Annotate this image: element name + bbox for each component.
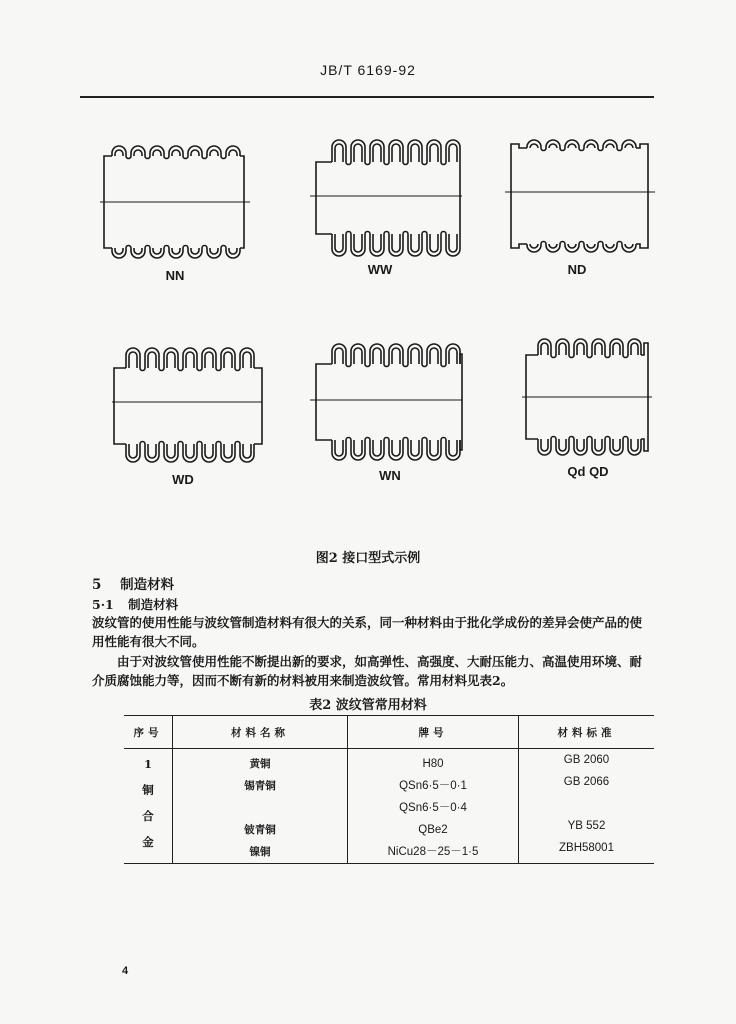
convolution-inner-top [134, 150, 142, 156]
convolution-inner-top [354, 144, 362, 162]
convolution-top [408, 344, 422, 364]
convolution-top [628, 339, 641, 355]
convolution-inner-top [392, 144, 400, 162]
valley-top [403, 364, 408, 367]
standard-line: GB 2060 [563, 754, 610, 766]
valley-top [384, 162, 389, 165]
figure-caption: 图2 接口型式示例 [315, 551, 421, 566]
valley-bottom [346, 438, 351, 440]
convolution-bottom [202, 444, 216, 462]
convolution-bottom [240, 444, 254, 462]
convolution-bottom [150, 248, 164, 258]
header-seq: 序号 [124, 716, 173, 749]
valley-top [579, 148, 584, 151]
valley-bottom [235, 442, 240, 445]
valley-bottom [551, 437, 556, 440]
bellows-figure-wd [112, 340, 262, 470]
convolution-bottom [164, 444, 178, 462]
convolution-top [592, 339, 605, 355]
valley-top [221, 156, 226, 159]
table-row [124, 749, 654, 864]
name-line: 铍青铜 [244, 824, 276, 836]
convolution-bottom [408, 440, 422, 460]
valley-bottom [384, 232, 389, 235]
convolution-inner-bottom [549, 244, 557, 248]
convolution-top [556, 339, 569, 355]
header-name: 材料名称 [173, 716, 348, 749]
valley-top [202, 156, 207, 159]
convolution-bottom [427, 440, 441, 460]
valley-bottom [384, 438, 389, 441]
section-heading [92, 573, 174, 593]
grade-cell [348, 749, 519, 864]
convolution-inner-bottom [354, 234, 362, 252]
valley-bottom [441, 232, 446, 235]
convolution-inner-bottom [205, 444, 213, 458]
convolution-top [112, 146, 126, 156]
convolution-inner-top [373, 348, 381, 364]
figure-label-wd: WD [172, 472, 194, 487]
convolution-inner-bottom [172, 248, 180, 254]
valley-bottom [422, 438, 427, 441]
convolution-inner-bottom [148, 444, 156, 458]
valley-top [541, 148, 546, 150]
convolution-inner-bottom [449, 440, 457, 456]
convolution-bottom [169, 248, 183, 258]
convolution-inner-top [172, 150, 180, 156]
name-line [173, 797, 347, 819]
name-line: 锡青铜 [244, 780, 276, 792]
convolution-inner-top [606, 144, 614, 148]
convolution-inner-top [229, 150, 237, 156]
materials-table [124, 715, 654, 864]
convolution-inner-top [577, 343, 584, 355]
valley-bottom [403, 438, 408, 441]
valley-bottom [164, 246, 169, 249]
convolution-inner-top [559, 343, 566, 355]
valley-top [623, 355, 628, 358]
name-cell [173, 749, 348, 864]
name-line: 黄铜 [249, 758, 271, 770]
convolution-inner-top [186, 352, 194, 368]
grade-line: QSn6·5－0·1 [399, 780, 467, 792]
convolution-inner-bottom [530, 244, 538, 248]
convolution-inner-top [625, 144, 633, 148]
convolution-inner-bottom [186, 444, 194, 458]
convolution-bottom [351, 440, 365, 460]
valley-top [183, 156, 188, 159]
section-number: 5 [92, 577, 102, 593]
convolution-inner-bottom [335, 440, 343, 456]
convolution-inner-bottom [559, 439, 566, 451]
convolution-inner-bottom [631, 439, 638, 451]
convolution-inner-bottom [595, 439, 602, 451]
bellows-wd-drawing [112, 340, 262, 470]
grade-line: NiCu28－25－1·5 [387, 846, 479, 858]
valley-bottom [216, 442, 221, 445]
convolution-bottom [145, 444, 159, 462]
subsection-title: 制造材料 [128, 597, 179, 612]
bellows-nn-drawing [100, 134, 250, 264]
valley-top [403, 162, 408, 165]
convolution-inner-top [373, 144, 381, 162]
convolution-bottom [332, 440, 346, 460]
valley-bottom [422, 232, 427, 235]
convolution-inner-top [243, 352, 251, 368]
convolution-top [240, 348, 254, 368]
end-collar-right [254, 368, 262, 444]
valley-bottom [178, 442, 183, 445]
convolution-top [427, 344, 441, 364]
standard-code-header: JB/T 6169-92 [320, 62, 416, 78]
convolution-inner-bottom [411, 440, 419, 456]
valley-bottom [221, 246, 226, 249]
convolution-bottom [446, 440, 460, 460]
convolution-bottom [610, 439, 623, 455]
convolution-inner-top [411, 348, 419, 364]
convolution-inner-bottom [541, 439, 548, 451]
valley-bottom [617, 242, 622, 245]
seq-line: 铜 [142, 783, 154, 797]
convolution-top [226, 146, 240, 156]
valley-bottom [346, 232, 351, 234]
convolution-inner-bottom [411, 234, 419, 252]
valley-top [365, 364, 370, 367]
convolution-top [131, 146, 145, 156]
subsection-heading [92, 595, 178, 613]
bellows-nd-drawing [505, 134, 655, 264]
convolution-inner-bottom [229, 248, 237, 254]
valley-top [159, 368, 164, 371]
standard-line: GB 2066 [563, 776, 610, 788]
valley-top [598, 148, 603, 151]
convolution-top [202, 348, 216, 368]
convolution-top [370, 344, 384, 364]
valley-top [145, 156, 150, 159]
convolution-top [332, 344, 346, 364]
section-title: 制造材料 [120, 577, 175, 593]
convolution-inner-bottom [373, 440, 381, 456]
convolution-inner-top [613, 343, 620, 355]
convolution-top [221, 348, 235, 368]
convolution-top [574, 339, 587, 355]
valley-top [365, 162, 370, 165]
convolution-bottom [183, 444, 197, 462]
convolution-inner-top [335, 348, 343, 364]
convolution-inner-top [541, 343, 548, 355]
convolution-top [183, 348, 197, 368]
convolution-inner-top [129, 352, 137, 368]
end-collar-left [316, 162, 332, 234]
bellows-qd-drawing [522, 335, 652, 460]
table-header-row [124, 716, 654, 749]
convolution-inner-bottom [430, 234, 438, 252]
convolution-inner-bottom [606, 244, 614, 248]
valley-top [605, 355, 610, 358]
grade-line: H80 [422, 758, 444, 770]
valley-top [560, 148, 565, 151]
header-standard: 材料标准 [519, 716, 655, 749]
bellows-outline [316, 344, 462, 460]
valley-top [164, 156, 169, 159]
convolution-top [169, 146, 183, 156]
valley-top [197, 368, 202, 371]
convolution-top [446, 344, 460, 364]
convolution-inner-bottom [373, 234, 381, 252]
convolution-inner-top [115, 150, 123, 156]
convolution-bottom [131, 248, 145, 258]
valley-bottom [569, 437, 574, 440]
standard-line: ZBH58001 [559, 842, 614, 854]
figure-label-qd: Qd QD [567, 464, 609, 479]
convolution-inner-top [549, 144, 557, 148]
valley-bottom [623, 437, 628, 440]
valley-top [422, 364, 427, 367]
convolution-inner-bottom [613, 439, 620, 451]
valley-bottom [145, 246, 150, 249]
convolution-top [164, 348, 178, 368]
convolution-inner-top [210, 150, 218, 156]
convolution-inner-bottom [335, 234, 343, 252]
convolution-inner-top [148, 352, 156, 368]
valley-bottom [126, 246, 131, 249]
convolution-top [389, 344, 403, 364]
bellows-outline [114, 348, 262, 462]
convolution-inner-bottom [115, 248, 123, 254]
valley-bottom [560, 242, 565, 245]
convolution-inner-top [631, 343, 638, 355]
convolution-inner-top [167, 352, 175, 368]
convolution-inner-top [153, 150, 161, 156]
standard-line [519, 793, 654, 815]
bellows-figure-ww [310, 134, 460, 264]
convolution-inner-bottom [210, 248, 218, 254]
convolution-inner-bottom [449, 234, 457, 252]
valley-top [441, 162, 446, 165]
convolution-bottom [126, 444, 140, 462]
end-collar-left [114, 368, 126, 444]
grade-line: QSn6·5－0·4 [399, 802, 467, 814]
valley-top [126, 156, 131, 159]
valley-top [587, 355, 592, 358]
convolution-bottom [592, 439, 605, 455]
grade-line: QBe2 [418, 824, 448, 836]
convolution-top [351, 344, 365, 364]
valley-bottom [183, 246, 188, 249]
valley-bottom [441, 438, 446, 441]
convolution-inner-top [205, 352, 213, 368]
convolution-inner-top [224, 352, 232, 368]
convolution-bottom [370, 440, 384, 460]
convolution-inner-bottom [392, 440, 400, 456]
valley-bottom [579, 242, 584, 245]
seq-line: 1 [143, 757, 152, 771]
valley-top [617, 148, 622, 151]
valley-top [569, 355, 574, 358]
convolution-inner-bottom [224, 444, 232, 458]
bellows-figure-wn [310, 340, 460, 470]
figure-label-ww: WW [367, 262, 393, 277]
convolution-top [610, 339, 623, 355]
convolution-top [145, 348, 159, 368]
convolution-inner-bottom [243, 444, 251, 458]
bellows-outline [316, 140, 460, 256]
valley-top [216, 368, 221, 371]
seq-line: 合 [142, 809, 154, 823]
convolution-inner-bottom [354, 440, 362, 456]
valley-top [422, 162, 427, 165]
convolution-bottom [574, 439, 587, 455]
end-collar-right [636, 144, 648, 248]
convolution-inner-top [449, 144, 457, 162]
table-title: 表2 波纹管常用材料 [309, 698, 427, 713]
valley-bottom [197, 442, 202, 445]
bellows-outline [511, 140, 648, 252]
convolution-bottom [112, 248, 126, 258]
convolution-inner-bottom [625, 244, 633, 248]
convolution-inner-top [335, 144, 343, 162]
convolution-bottom [556, 439, 569, 455]
header-rule [80, 96, 654, 98]
bellows-figure-nn [100, 134, 250, 264]
convolution-inner-bottom [577, 439, 584, 451]
paragraph-1: 波纹管的使用性能与波纹管制造材料有很大的关系，同一种材料由于批化学成份的差异会使产品的使用性能有很大不同。 [92, 615, 643, 649]
valley-bottom [587, 437, 592, 440]
convolution-inner-top [411, 144, 419, 162]
bellows-figure-nd [505, 134, 655, 264]
convolution-top [188, 146, 202, 156]
valley-bottom [541, 242, 546, 244]
convolution-inner-top [587, 144, 595, 148]
standard-cell [519, 749, 655, 864]
valley-bottom [202, 246, 207, 249]
bellows-ww-drawing [310, 134, 460, 264]
valley-bottom [605, 437, 610, 440]
convolution-top [538, 339, 551, 355]
seq-cell [124, 749, 173, 864]
valley-bottom [365, 438, 370, 441]
subsection-number: 5·1 [92, 597, 114, 612]
convolution-inner-top [568, 144, 576, 148]
convolution-top [126, 348, 140, 368]
figure-label-nd: ND [567, 262, 587, 277]
convolution-inner-top [449, 348, 457, 364]
convolution-bottom [226, 248, 240, 258]
valley-bottom [403, 232, 408, 235]
end-collar-left [316, 364, 332, 440]
valley-top [140, 368, 145, 371]
convolution-bottom [628, 439, 641, 455]
convolution-inner-bottom [430, 440, 438, 456]
valley-bottom [365, 232, 370, 235]
convolution-top [150, 146, 164, 156]
end-collar-left [511, 144, 527, 248]
valley-top [441, 364, 446, 367]
end-collar-right [460, 354, 462, 450]
name-line: 镍铜 [249, 846, 271, 858]
valley-top [178, 368, 183, 371]
valley-top [346, 162, 351, 164]
valley-top [384, 364, 389, 367]
figure-label-wn: WN [379, 468, 401, 483]
convolution-inner-bottom [153, 248, 161, 254]
paragraph-2: 由于对波纹管使用性能不断提出新的要求，如高弹性、高强度、大耐压能力、高温使用环境、耐介质腐蚀能力等，因而不断有新的材料被用来制造波纹管。常用材料见表2。 [92, 654, 643, 688]
convolution-inner-bottom [167, 444, 175, 458]
bellows-figure-qd [522, 335, 652, 460]
convolution-inner-top [430, 348, 438, 364]
valley-top [346, 364, 351, 366]
standard-line: YB 552 [567, 820, 606, 832]
convolution-inner-top [354, 348, 362, 364]
valley-bottom [140, 442, 145, 445]
convolution-inner-top [392, 348, 400, 364]
convolution-bottom [389, 440, 403, 460]
figure-label-nn: NN [165, 268, 185, 283]
valley-top [551, 355, 556, 358]
valley-bottom [598, 242, 603, 245]
convolution-inner-bottom [587, 244, 595, 248]
convolution-bottom [538, 439, 551, 455]
convolution-inner-top [430, 144, 438, 162]
convolution-inner-bottom [134, 248, 142, 254]
valley-top [235, 368, 240, 371]
convolution-inner-top [191, 150, 199, 156]
header-grade: 牌号 [348, 716, 519, 749]
valley-bottom [159, 442, 164, 445]
convolution-inner-bottom [191, 248, 199, 254]
convolution-inner-bottom [568, 244, 576, 248]
convolution-bottom [221, 444, 235, 462]
convolution-inner-bottom [392, 234, 400, 252]
convolution-inner-top [530, 144, 538, 148]
convolution-inner-bottom [129, 444, 137, 458]
convolution-inner-top [595, 343, 602, 355]
bellows-wn-drawing [310, 340, 460, 470]
seq-line: 金 [142, 835, 154, 849]
page-number: 4 [122, 965, 129, 977]
convolution-bottom [207, 248, 221, 258]
convolution-top [207, 146, 221, 156]
convolution-bottom [188, 248, 202, 258]
